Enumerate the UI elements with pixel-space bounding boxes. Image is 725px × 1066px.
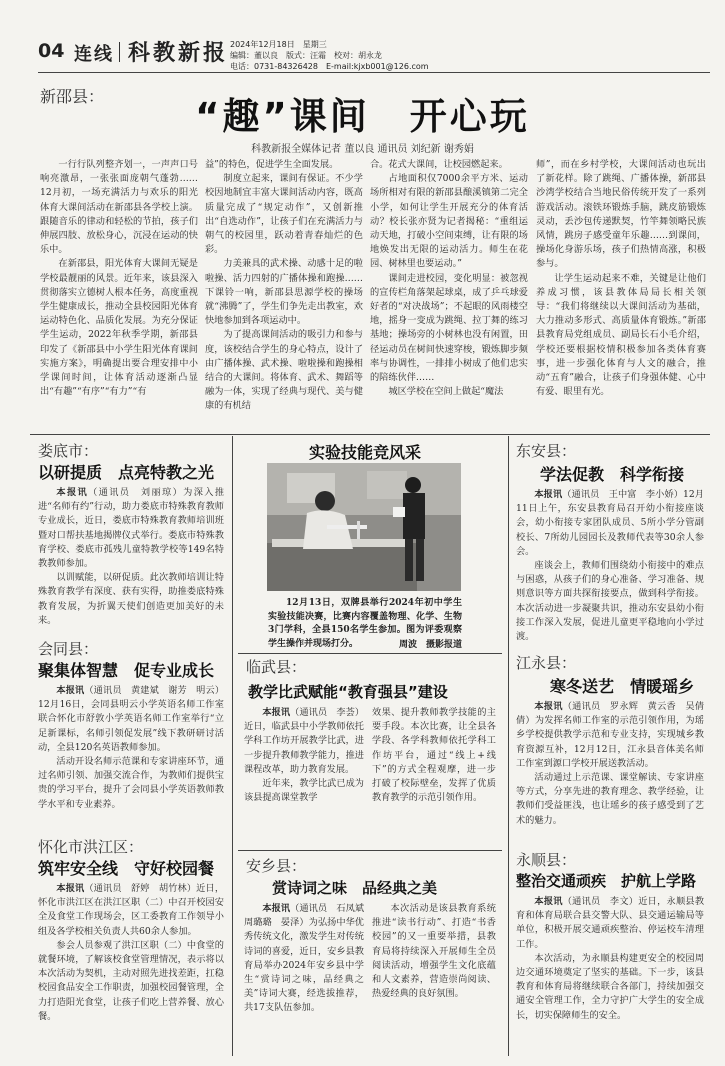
paragraph: 本报讯（通讯员 罗永辉 黄云香 吴倩倩）为发挥名师工作室的示范引领作用，为瑶乡学校提供教学示范和专业支持，实现城乡教育资源互补，12月12日，江永县音体美名师工作室到源口学校开展送教活动。 <box>516 701 705 769</box>
paragraph: 本报讯（通讯员 石凤斌 周璐璐 晏泽）为弘扬中华优秀传统文化，激发学生对传统诗词的喜爱，近日，安乡县教育局举办2024年安乡县中学生“赏诗词之味，品经典之美”诗词大赛，经选拔推荐，共17支队伍参加。 <box>244 903 374 1014</box>
paragraph: 师”，而在乡村学校，大课间活动也玩出了新花样。除了跳绳、广播体操，新邵县沙湾学校结合当地民俗传统开发了一系列游戏活动。滚铁环锻炼手脑，跳皮筋锻炼灵动，丢沙包传递默契，竹竿舞领略民族风情，跳房子感受童年乐趣……到课间，操场化身游乐场，孩子们热情高涨，积极参与。 <box>536 159 706 270</box>
story-headline-hongjiang: 筑牢安全线 守好校园餐 <box>38 859 215 878</box>
story-body-anxiang-2 <box>372 902 496 1001</box>
page-number: 04 <box>38 40 65 62</box>
paragraph: 益”的特色，促进学生全面发展。 <box>205 159 339 170</box>
story-body-loudi <box>38 486 224 628</box>
paragraph: 一行行队列整齐划一，一声声口号响亮激昂，一张张面庞朝气蓬勃……12月初，一场充满活力与欢乐的阳光体育大课间活动在新邵县各学校上演。跟随音乐的律动和轻松的节拍，孩子们伸展四肢、放松身心，沉浸在运动的快乐中。 <box>40 159 198 256</box>
story-body-yongshun <box>516 895 704 1023</box>
lead-column-4 <box>536 158 706 399</box>
paragraph: 本报讯（通讯员 王中富 李小娇）12月11日上午，东安县教育局召开幼小衔接座谈会，幼小衔接专家团队成员、5所小学分管副校长、7所幼儿园园长及教师代表等30余人参会。 <box>516 489 704 557</box>
lead-byline: 科教新报全媒体记者 董以良 通讯员 刘纪新 谢秀娟 <box>251 144 474 155</box>
lead-column-3 <box>370 158 528 399</box>
contest-photo <box>267 463 461 591</box>
county-label-dongan: 东安县： <box>516 442 577 460</box>
paragraph: 本报讯（通讯员 舒婷 胡竹林）近日，怀化市洪江区在洪江区职（二）中召开校园安全及食堂工作现场会，区工委教育工作领导小组及各学校相关负责人共60余人参加。 <box>38 883 225 937</box>
middle-rule-2 <box>238 850 502 851</box>
paragraph: 座谈会上，教师们围绕幼小衔接中的难点与困惑，从孩子们的身心准备、学习准备、规则意识等方面共探衔接要点，做到科学衔接。本次活动进一步凝聚共识，推动东安县幼小衔接工作深入发展，促进儿童更平稳地向小学过渡。 <box>516 560 704 643</box>
section-name: 连线 <box>74 44 114 65</box>
paragraph: 本次活动是该县教育系统推进“读书行动”、打造“书香校园”的又一重要举措，县教育局将持续深入开展师生全员阅读活动，增强学生文化底蕴和人文素养，营造崇尚阅读、热爱经典的良好氛围。 <box>372 903 496 1000</box>
lead-column-2 <box>205 158 363 414</box>
lead-headline: “趣”课间 开心玩 <box>195 95 530 138</box>
paragraph: 效果、提升教师教学技能的主要手段。本次比赛，让全县各学段、各学科教师依托学科工作坊平台，通过“线上+线下”的方式全程观摩，进一步打破了校际壁垒，发挥了优质教育教学的示范引领作用。 <box>372 707 496 804</box>
paragraph: 本报讯（通讯员 刘丽琼）为深入推进“名师有约”行动，助力娄底市特殊教育教师专业成长，近日，娄底市特殊教育教师培训班暨对口帮扶基地揭牌仪式举行。娄底市特殊教育学校、娄底市孤残儿童特教学校等149名特教教师参加。 <box>38 487 225 570</box>
paragraph: 本报讯（通讯员 李文）近日，永顺县教育和体育局联合县交警大队、县交通运输局等单位，积极开展交通顽疾整治、停运校车清理工作。 <box>516 896 705 950</box>
county-label-xinshao: 新邵县： <box>40 87 105 106</box>
county-label-anxiang: 安乡县： <box>246 857 307 875</box>
paragraph: 本次活动，为永顺县构建更安全的校园周边交通环境奠定了坚实的基础。下一步，该县教育和体育局将继续联合各部门，持续加强交通安全管理工作，全力守护广大学生的安全成长，切实保障师生的安全。 <box>516 952 704 1021</box>
story-headline-huitong: 聚集体智慧 促专业成长 <box>38 661 215 680</box>
paragraph: 本报讯（通讯员 黄建斌 谢芳 明云）12月16日，会同县明云小学英语名师工作室联合怀化市舒敦小学英语名师工作室举行“立足新课标，名师引领促发展”线下教研研讨活动，全县120名英语教师参加。 <box>38 685 225 753</box>
editors-line: 编辑：董以良 版式：汪霜 校对：胡永龙 <box>230 51 382 60</box>
photo-caption: 12月13日，双牌县举行2024年初中学生实验技能决赛，比赛内容覆盖物理、化学、生物3门学科，全县150名学生参加。图为评委观察学生操作并现场打分。 <box>268 598 462 649</box>
paragraph: 课间走进校园，变化明显：被忽视的宣传栏角落架起球桌，成了乒乓球爱好者的“对决战场”；不起眼的风雨楼空地，摇身一变成为跳绳、拉丁舞的练习基地；操场旁的小树林也没有闲置，田径运动员在树间快速穿梭，锻炼脚步频率与协调性，一排排小树成了他们忠实的陪练伙伴…… <box>370 272 528 384</box>
paragraph: 本报讯（通讯员 李荟）近日，临武县中小学教师依托学科工作坊开展教学比武，进一步提升教师教学能力，推进课程改革，助力教育发展。 <box>244 707 365 775</box>
photo-section-title: 实验技能竞风采 <box>308 443 421 462</box>
lead-column-1 <box>40 158 198 399</box>
story-headline-loudi: 以研提质 点亮特教之光 <box>38 463 215 482</box>
county-label-yongshun: 永顺县： <box>516 851 577 869</box>
section-rule <box>30 434 710 435</box>
lab-photo-illustration <box>267 463 461 591</box>
paper-name: 科教新报 <box>128 40 229 66</box>
story-body-jiangyong <box>516 700 704 828</box>
paragraph: 活动开设名师示范课和专家讲座环节，通过名师引领、加强交流合作，为教师们提供宝贵的学习平台，提升了会同县小学英语教师教学水平和专业素养。 <box>38 756 224 810</box>
county-label-huitong: 会同县： <box>38 640 99 658</box>
story-body-huitong <box>38 684 224 812</box>
paragraph: 力美兼具的武术操、动感十足的啦啦操、活力四射的广播体操和跑操……下课铃一响，新邵县思源学校的操场就“沸腾”了，学生们争先走出教室，欢快地参加到各项运动中。 <box>205 258 363 327</box>
middle-rule <box>238 653 502 654</box>
paragraph: 活动通过上示范课、课堂解读、专家讲座等方式，分享先进的教育理念、教学经验，让教师们受益匪浅，也让瑶乡的孩子感受到了艺术的魅力。 <box>516 772 704 826</box>
paragraph: 参会人员参观了洪江区职（二）中食堂的就餐环境，了解该校食堂管理情况，表示将以本次活动为契机，主动对照先进找差距，扛稳校园食品安全工作职责，加强校园餐管理，全力打造阳光食堂，让孩子们吃上营养餐、放心餐。 <box>38 939 224 1022</box>
paragraph: 合。花式大课间，让校园燃起来。 <box>370 159 508 170</box>
column-rule-right <box>508 436 509 1056</box>
masthead-rule <box>38 72 710 73</box>
paragraph: 为了提高课间活动的吸引力和参与度，该校结合学生的身心特点，设计了由广播体操、武术操、啦啦操和跑操相结合的大课间。将体育、武术、舞蹈等融为一体，实现了经典与现代、美与健康的有机结 <box>205 329 363 412</box>
masthead <box>0 0 725 78</box>
story-body-anxiang-1 <box>244 902 374 1016</box>
story-headline-anxiang: 赏诗词之味 品经典之美 <box>272 879 438 897</box>
story-body-linwu-1 <box>244 706 364 805</box>
contact-line: 电话：0731-84326428 E-mail:kjxb001@126.com <box>230 62 429 71</box>
paragraph: 以训赋能，以研促质。此次教师培训让特殊教育教学有深度、获有实得，助推娄底特殊教育发展，为折翼天使们创造更加美好的未来。 <box>38 572 224 626</box>
paragraph: 占地面积仅7000余平方米、运动场所相对有限的新邵县酿溪镇第二完全小学，如何让学生开展充分的体育活动？校长张亦贤为记者揭秘：“重组运动天地，打破小空间束缚，让有限的场地焕发出无限的运动活力。师生在花园、树林里也要运动。” <box>370 173 528 270</box>
county-label-hongjiang: 怀化市洪江区： <box>38 838 144 856</box>
paragraph: 城区学校在空间上做起“魔法 <box>388 386 504 398</box>
paragraph: 近年来，教学比武已成为该县提高课堂教学 <box>244 778 364 804</box>
paragraph: 在新邵县，阳光体育大课间无疑是学校最靓丽的风景。近年来，该县深入贯彻落实立德树人根本任务，高度重视学生健康成长，推动全县校园阳光体育运动特色化、品质化发展。为充分保证学生运动，2022年秋季学期，新邵县印发了《新邵县中小学生阳光体育课间实施方案》，明确提出要合理安排中小学课间时间，让体育活动逐渐凸显出“有趣”“有序”“有力”“有 <box>40 258 198 398</box>
county-label-jiangyong: 江永县： <box>516 654 577 672</box>
county-label-loudi: 娄底市： <box>38 442 99 460</box>
story-body-dongan <box>516 488 704 644</box>
county-label-linwu: 临武县： <box>246 658 307 676</box>
date-line: 2024年12月18日 星期三 <box>230 40 327 49</box>
story-headline-jiangyong: 寒冬送艺 情暖瑶乡 <box>550 677 695 696</box>
story-headline-linwu: 教学比武赋能“教育强县”建设 <box>248 683 448 701</box>
masthead-divider <box>119 42 120 62</box>
column-rule-left <box>232 436 233 1056</box>
photo-credit: 周波 摄影报道 <box>398 640 462 650</box>
story-headline-yongshun: 整治交通顽疾 护航上学路 <box>516 872 697 890</box>
story-body-linwu-2 <box>372 706 496 805</box>
paragraph: 制度立起来，课间有保证。不少学校因地制宜丰富大课间活动内容，既高质量完成了“规定动作”，又创新推出“自选动作”，让孩子们在充满活力与朝气的校园里，跃动着青春灿烂的色彩。 <box>205 173 363 256</box>
story-headline-dongan: 学法促教 科学衔接 <box>540 465 685 484</box>
story-body-hongjiang <box>38 882 224 1024</box>
paragraph: 让学生运动起来不难，关键是让他们养成习惯，该县教体局局长相关领导：“我们将继续以大课间活动为基础，大力推动多形式、高质量体育锻炼。”新邵县教育局党组成员、副局长石小毛介绍，学校还要根据校情积极参加各类体育赛事，进一步强化体育与人文的融合，推动“五育”融合，让孩子们身强体健、心中有爱、眼里有光。 <box>536 272 706 398</box>
